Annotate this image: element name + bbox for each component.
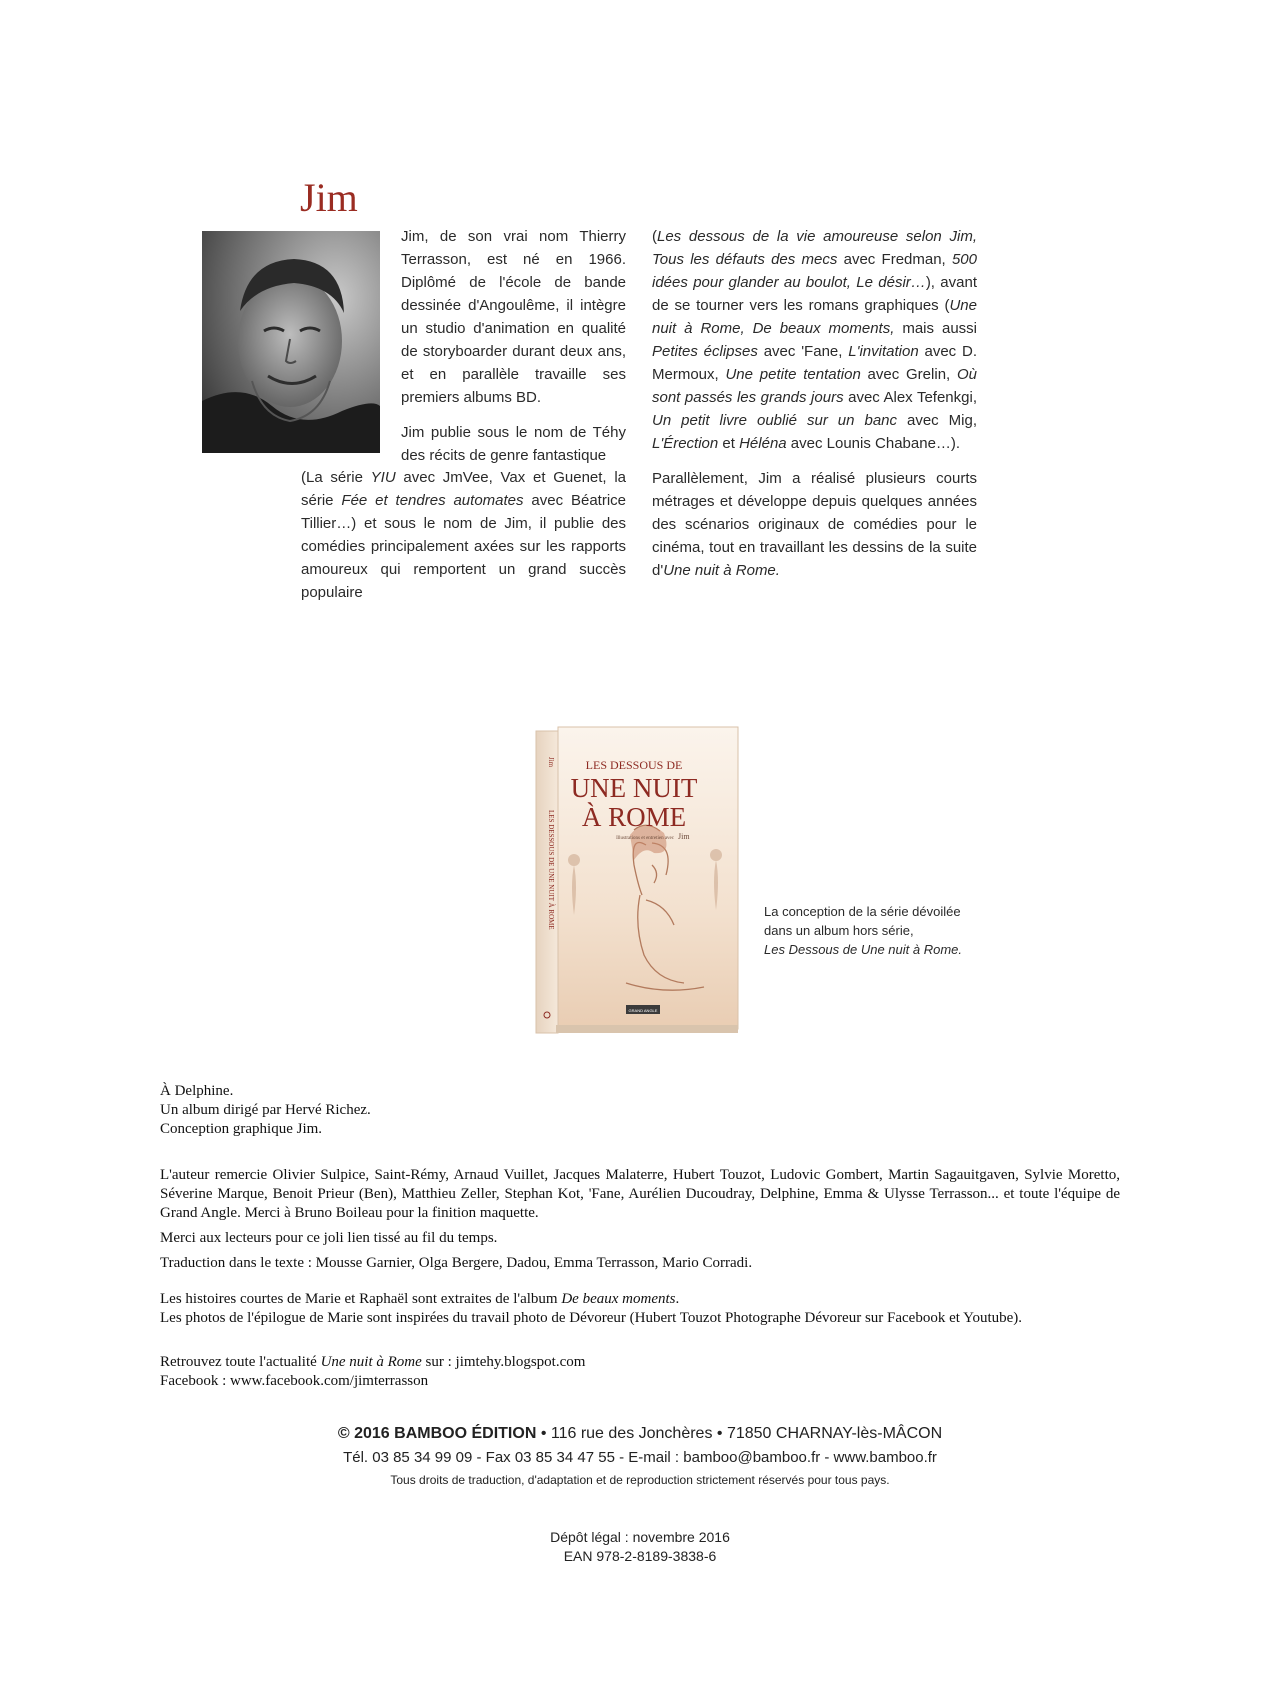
book-caption-line: dans un album hors série, [764,923,914,938]
book-title-line-1: UNE NUIT [570,773,698,803]
bio-title: YIU [370,469,396,486]
thanks-block [160,1166,1120,1273]
bio-text: avec Lounis Chabane…). [786,435,961,452]
author-name: Jim [300,175,358,220]
bio-title: L'invitation [848,343,919,360]
book-top-line: LES DESSOUS DE [585,758,683,772]
news-text: Retrouvez toute l'actualité [160,1354,321,1370]
bio-title: Un petit livre oublié sur un banc [652,412,898,429]
bio-text: mais aussi [894,320,977,337]
bio-paragraph-3 [652,467,977,582]
bio-paragraph-2 [301,418,626,616]
stories-block [160,1290,1022,1328]
news-line [160,1353,585,1372]
news-title: Une nuit à Rome [320,1354,422,1370]
stories-source [160,1290,1022,1309]
bio-text: avec Fredman, [837,251,952,268]
bio-text: ( [652,228,657,245]
bio-title: Une nuit à Rome, De beaux moments, [652,297,977,337]
bio-title: 500 idées pour glander au boulot, Le désir… [652,251,977,291]
legal-block [0,1528,1280,1566]
publisher-logo-text: GRAND ANGLE [628,1008,658,1013]
photos-credit: Les photos de l'épilogue de Marie sont inspirées du travail photo de Dévoreur (Hubert Touzot Photographe Dévoreur sur Facebook et Youtube). [160,1310,1023,1326]
bio-column-2 [652,225,977,594]
blog-link[interactable]: sur : jimtehy.blogspot.com [421,1354,586,1370]
bio-title: Petites éclipses [652,343,758,360]
publisher-address: • 116 rue des Jonchères • 71850 CHARNAY-lès-MÂCON [536,1425,943,1442]
book-caption [764,902,994,959]
bio-text: Jim publie sous le nom de Téhy des récits de genre fantastique [401,424,626,464]
bio-title: Les dessous de la vie amoureuse selon Jim, Tous les défauts des mecs [652,228,977,268]
bio-title: L'Érection [652,435,719,452]
album-director: Un album dirigé par Hervé Richez. [160,1102,371,1118]
publisher-name: © 2016 BAMBOO ÉDITION [337,1425,537,1442]
bio-text: avec Alex Tefenkgi, [843,389,977,406]
bio-text: (La série [301,469,371,486]
bio-text: avec D. Mermoux, [652,343,977,383]
book-caption-line: La conception de la série dévoilée [764,904,961,919]
dedication: À Delphine. [160,1083,234,1099]
translation-credits: Traduction dans le texte : Mousse Garnier, Olga Bergere, Dadou, Emma Terrasson, Mario Corradi. [160,1255,753,1271]
stories-text: Les histoires courtes de Marie et Raphaël sont extraites de l'album [160,1291,562,1307]
bio-text: avec Mig, [897,412,978,429]
readers-thanks: Merci aux lecteurs pour ce joli lien tissé au fil du temps. [160,1230,498,1246]
bio-text: Parallèlement, Jim a réalisé plusieurs courts métrages et développe depuis quelques années des scénarios originaux de comédies pour le cinéma, tout en travaillant les dessins de la suite d' [652,470,977,579]
legal-deposit: Dépôt légal : novembre 2016 [550,1529,730,1545]
rights-notice: Tous droits de traduction, d'adaptation et de reproduction strictement réservés pour tous pays. [390,1473,890,1487]
links-block [160,1353,585,1391]
facebook-link[interactable]: Facebook : www.facebook.com/jimterrasson [160,1373,429,1389]
bio-text: avec 'Fane, [757,343,849,360]
book-caption-line: Les Dessous de Une nuit à Rome. [764,942,962,957]
publisher-block [0,1422,1280,1490]
bio-title: Héléna [739,435,787,452]
bio-title: Une nuit à Rome. [663,562,780,579]
book-subtitle: Illustrations et entretien avec [616,836,674,841]
bio-text: avec Grelin, [860,366,957,383]
bio-paragraph-works [652,225,977,455]
bio-text: avec Béatrice Tillier…) et sous le nom de Jim, il publie des comédies principalement axées sur les rapports amoureux qui remportent un grand succès populaire [301,492,627,601]
book-author: Jim [678,832,690,841]
ean-code: EAN 978-2-8189-3838-6 [563,1548,717,1564]
thanks-text: L'auteur remercie Olivier Sulpice, Saint-Rémy, Arnaud Vuillet, Jacques Malaterre, Hubert Touzot, Ludovic Gombert, Martin Sagauitgaven, Sylvie Moretto, Séverine Marque, Benoit Prieur (Ben), Matthieu Zeller, Stephan Kot, 'Fane, Aurélien Ducoudray, Delphine, Emma & Ulysse Terrasson... et toute l'équipe de Grand Angle. Merci à Bruno Boileau pour la finition maquette. [160,1167,1120,1221]
dedication-block [160,1082,371,1139]
stories-album-title: De beaux moments [561,1291,676,1307]
bio-title: Fée et tendres automates [341,492,524,509]
book-spine-title: LES DESSOUS DE UNE NUIT À ROME [547,810,555,930]
graphic-design: Conception graphique Jim. [160,1121,323,1137]
bio-text: avec JmVee, Vax et Guenet, la série [301,469,626,509]
book-spine-author: Jim [547,757,555,768]
book-title-line-2: À ROME [581,802,687,832]
bio-text: Jim, de son vrai nom Thierry Terrasson, est né en 1966. Diplômé de l'école de bande dessinée d'Angoulême, il intègre un studio d'animation en qualité de storyboarder durant deux ans, et en parallèle travaille ses premiers albums BD. [401,228,626,406]
bio-text: et [718,435,740,452]
bio-title: Une petite tentation [725,366,861,383]
stories-text: . [675,1291,680,1307]
publisher-contact: Tél. 03 85 34 99 09 - Fax 03 85 34 47 55 - E-mail : bamboo@bamboo.fr - www.bamboo.fr [343,1449,937,1466]
book-cover-image [534,725,740,1037]
book-cover [534,725,740,1037]
bio-text: ), avant de se tourner vers les romans graphiques ( [652,274,977,314]
bio-title: Où sont passés les grands jours [652,366,977,406]
